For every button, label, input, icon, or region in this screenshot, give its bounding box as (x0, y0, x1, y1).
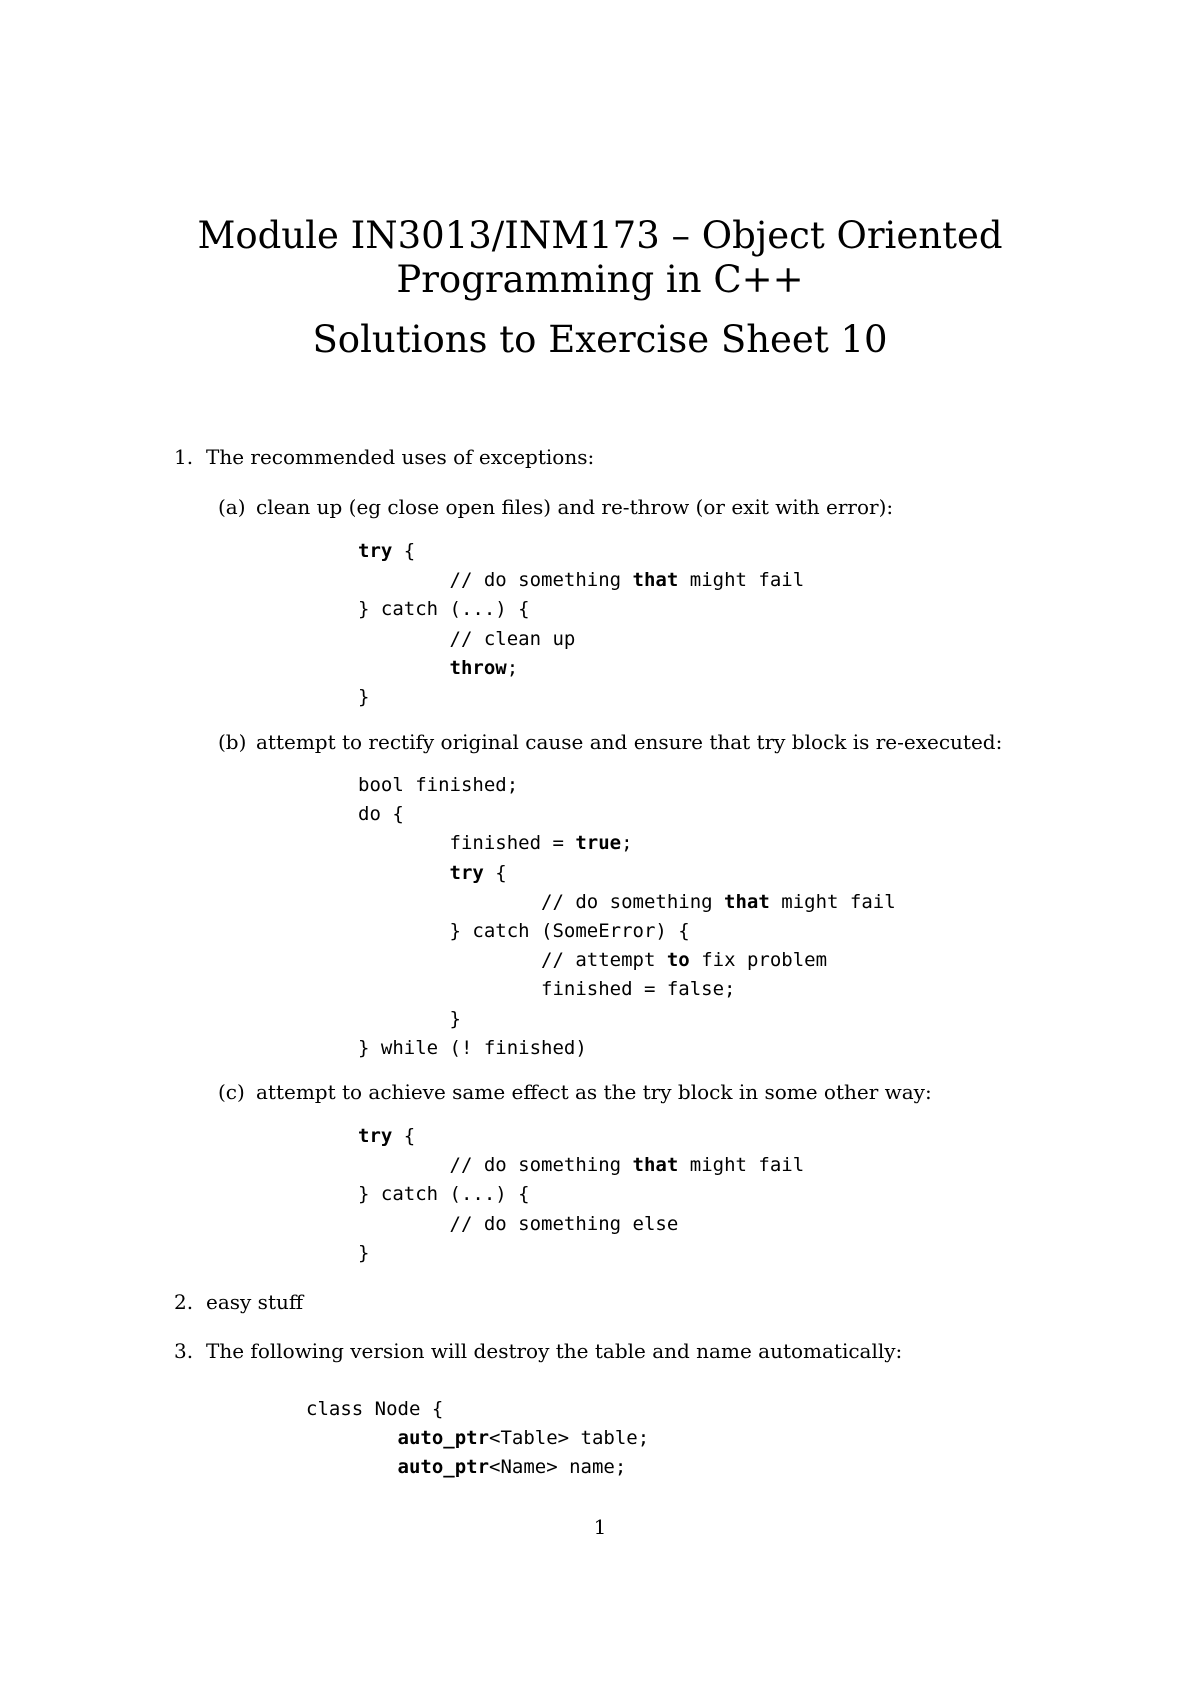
code-line: do { (358, 803, 404, 826)
code-line: } catch (SomeError) { (358, 920, 690, 943)
code-line: // do something that might fail (358, 1154, 805, 1177)
subitem-label: (a) (218, 495, 246, 519)
code-line: bool finished; (358, 774, 519, 796)
item-text: The following version will destroy the table and name automatically: (206, 1339, 903, 1363)
code-line: } (358, 1007, 461, 1030)
code-block-3 (306, 1395, 649, 1483)
subitem-label: (b) (218, 730, 247, 754)
item-number: 3. (174, 1339, 194, 1363)
code-line: try { (449, 861, 507, 884)
subitem-text: clean up (eg close open files) and re-throw (or exit with error): (256, 495, 894, 519)
code-line: throw; (449, 656, 519, 679)
code-line: } (358, 686, 370, 709)
code-line: // attempt to fix problem (358, 949, 828, 972)
code-line: finished = false; (358, 978, 736, 1001)
item-number: 1. (174, 445, 194, 469)
code-block-1a (358, 537, 804, 712)
code-line: } while (! finished) (358, 1036, 587, 1059)
code-block-1b (358, 771, 896, 1063)
code-line: // do something that might fail (358, 569, 805, 592)
code-line: finished = true; (358, 832, 633, 855)
page-number: 1 (593, 1515, 607, 1539)
subitem-label: (c) (218, 1080, 245, 1104)
code-line: } catch (...) { (358, 598, 530, 621)
item-text: easy stuff (206, 1290, 304, 1314)
code-line: // do something else (358, 1212, 679, 1235)
code-line: // do something that might fail (358, 890, 896, 913)
code-line: try { (358, 1125, 416, 1147)
code-line: class Node { (306, 1398, 444, 1420)
subitem-text: attempt to rectify original cause and ensure that try block is re-executed: (256, 730, 1003, 754)
code-line: auto_ptr<Table> table; (397, 1427, 650, 1450)
document-title-line-2: Programming in C++ (396, 258, 804, 301)
code-line: try { (358, 540, 416, 562)
code-line: auto_ptr<Name> name; (397, 1456, 627, 1479)
subitem-text: attempt to achieve same effect as the try block in some other way: (256, 1080, 932, 1104)
document-subtitle: Solutions to Exercise Sheet 10 (312, 318, 888, 361)
code-block-1c (358, 1122, 804, 1268)
document-title-line-1: Module IN3013/INM173 – Object Oriented (197, 214, 1003, 257)
code-line: } (358, 1241, 370, 1264)
code-line: } catch (...) { (358, 1183, 530, 1206)
item-text: The recommended uses of exceptions: (206, 445, 595, 469)
code-line: // clean up (358, 627, 576, 650)
item-number: 2. (174, 1290, 194, 1314)
